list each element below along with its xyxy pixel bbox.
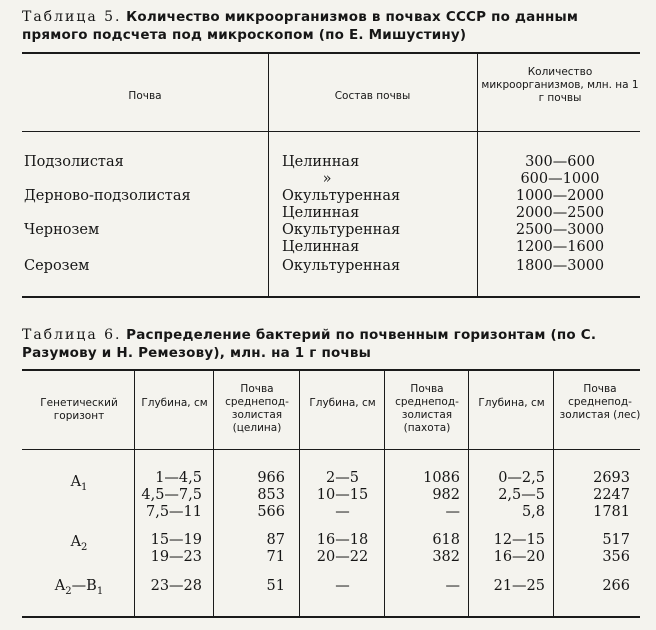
depth2-value: 10—15 bbox=[316, 487, 369, 503]
depth3-value: 5,8 bbox=[521, 504, 545, 520]
table6-header-depth1: Глубина, см bbox=[141, 397, 208, 409]
soil-composition: Окультуренная bbox=[282, 188, 401, 204]
count-range: 1000—2000 bbox=[515, 188, 605, 204]
horizon-label-a1: $A_1$ bbox=[70, 474, 88, 493]
table5-header-soil: Почва bbox=[128, 90, 162, 102]
depth1-value: 23—28 bbox=[150, 578, 202, 594]
table5-top-rule bbox=[22, 52, 640, 54]
table6-header-depth2: Глубина, см bbox=[309, 397, 376, 409]
table6-col-divider-6 bbox=[553, 370, 554, 616]
soil1-value: 71 bbox=[266, 549, 285, 565]
soil1-value: 87 bbox=[266, 532, 285, 548]
depth1-value: 4,5—7,5 bbox=[141, 487, 202, 503]
table6-caption bbox=[22, 326, 642, 362]
table6-col-divider-1 bbox=[134, 370, 135, 616]
soil2-value: — bbox=[445, 504, 460, 520]
table6-caption-title: Распределение бактерий по почвенным горизонтам (по С. Разумову и Н. Ремезову), млн. на 1 г почвы bbox=[22, 327, 597, 361]
table6-header-soil3: Почва среднепод-золистая (лес) bbox=[559, 383, 641, 421]
table5-header-count: Количество микроорганизмов, млн. на 1 г почвы bbox=[481, 66, 639, 104]
horizon-label-a2-b1: $A_2—B_1$ bbox=[54, 578, 104, 597]
table6-top-rule bbox=[22, 369, 640, 371]
soil3-value: 2247 bbox=[593, 487, 630, 503]
soil3-value: 517 bbox=[602, 532, 630, 548]
soil-composition: » bbox=[322, 171, 332, 187]
depth2-value: — bbox=[335, 504, 350, 520]
soil-composition: Окультуренная bbox=[282, 258, 401, 274]
depth3-value: 0—2,5 bbox=[498, 470, 545, 486]
count-range: 600—1000 bbox=[520, 171, 600, 187]
soil-name: Серозем bbox=[24, 258, 90, 274]
soil3-value: 356 bbox=[602, 549, 630, 565]
depth1-value: 19—23 bbox=[150, 549, 202, 565]
depth2-value: 2—5 bbox=[326, 470, 359, 486]
depth1-value: 15—19 bbox=[150, 532, 202, 548]
table5-caption bbox=[22, 8, 642, 44]
count-range: 2500—3000 bbox=[515, 222, 605, 238]
table5-caption-number: Таблица 5. bbox=[22, 9, 122, 25]
soil1-value: 51 bbox=[266, 578, 285, 594]
count-range: 2000—2500 bbox=[515, 205, 605, 221]
soil-composition: Целинная bbox=[282, 154, 360, 170]
table5-header-rule bbox=[22, 131, 640, 132]
soil3-value: 1781 bbox=[593, 504, 630, 520]
table6-header-horizon: Генетический горизонт bbox=[40, 397, 118, 422]
soil2-value: 982 bbox=[432, 487, 460, 503]
horizon-label-a2: $A_2$ bbox=[70, 534, 88, 553]
table6-bottom-rule bbox=[22, 616, 640, 618]
soil-composition: Целинная bbox=[282, 205, 360, 221]
table6-caption-number: Таблица 6. bbox=[22, 327, 122, 343]
depth2-value: — bbox=[335, 578, 350, 594]
soil2-value: — bbox=[445, 578, 460, 594]
table5-bottom-rule bbox=[22, 296, 640, 298]
soil-composition: Целинная bbox=[282, 239, 360, 255]
table5-header-composition: Состав почвы bbox=[334, 90, 411, 102]
depth3-value: 16—20 bbox=[493, 549, 545, 565]
soil3-value: 266 bbox=[602, 578, 630, 594]
depth3-value: 12—15 bbox=[493, 532, 545, 548]
soil-composition: Окультуренная bbox=[282, 222, 401, 238]
table5-caption-title: Количество микроорганизмов в почвах СССР по данным прямого подсчета под микроскопом (по Е. Мишустину) bbox=[22, 9, 579, 43]
soil1-value: 566 bbox=[257, 504, 285, 520]
count-range: 1800—3000 bbox=[515, 258, 605, 274]
depth3-value: 21—25 bbox=[493, 578, 545, 594]
count-range: 1200—1600 bbox=[515, 239, 605, 255]
depth2-value: 16—18 bbox=[316, 532, 369, 548]
soil-name: Чернозем bbox=[24, 222, 100, 238]
table6-col-divider-2 bbox=[213, 370, 214, 616]
soil3-value: 2693 bbox=[593, 470, 630, 486]
table6-col-divider-5 bbox=[468, 370, 469, 616]
soil2-value: 382 bbox=[432, 549, 460, 565]
soil-name: Подзолистая bbox=[24, 154, 124, 170]
soil2-value: 1086 bbox=[423, 470, 460, 486]
depth3-value: 2,5—5 bbox=[498, 487, 545, 503]
soil1-value: 966 bbox=[257, 470, 285, 486]
depth1-value: 7,5—11 bbox=[145, 504, 202, 520]
table6-col-divider-3 bbox=[299, 370, 300, 616]
table5-col-divider-2 bbox=[477, 53, 478, 297]
count-range: 300—600 bbox=[525, 154, 595, 170]
table6-col-divider-4 bbox=[384, 370, 385, 616]
soil1-value: 853 bbox=[257, 487, 285, 503]
table6-header-depth3: Глубина, см bbox=[478, 397, 545, 409]
soil2-value: 618 bbox=[432, 532, 460, 548]
table6-header-soil2: Почва среднепод-золистая (пахота) bbox=[395, 383, 459, 434]
depth2-value: 20—22 bbox=[316, 549, 369, 565]
table6-header-rule bbox=[22, 449, 640, 450]
table6-header-soil1: Почва среднепод-золистая (целина) bbox=[225, 383, 289, 434]
depth1-value: 1—4,5 bbox=[155, 470, 202, 486]
soil-name: Дерново-подзолистая bbox=[24, 188, 191, 204]
